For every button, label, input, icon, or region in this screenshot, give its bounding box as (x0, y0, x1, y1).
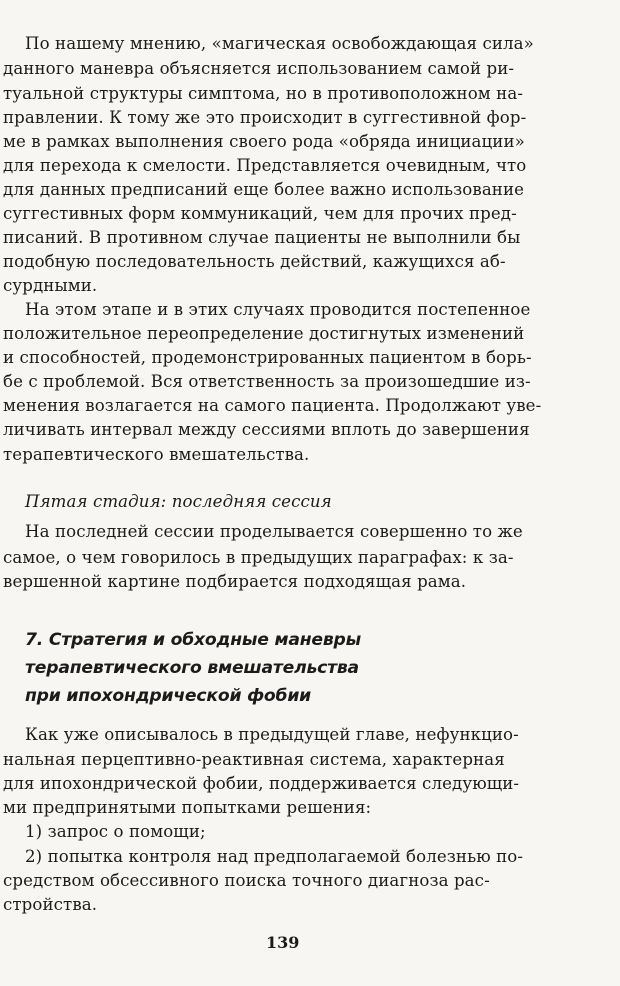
page-number: 139 (266, 933, 300, 952)
paragraph-2-line-5: менения возлагается на самого пациента. Продолжают уве- (3, 396, 542, 415)
paragraph-4-line-4: ми предпринятыми попытками решения: (3, 798, 372, 817)
paragraph-1-line-2: данного маневра объясняется использованием самой ри- (3, 59, 515, 78)
paragraph-3-line-1: На последней сессии проделывается совершенно то же (25, 522, 523, 541)
paragraph-1-line-1: По нашему мнению, «магическая освобождающая сила» (25, 34, 534, 53)
paragraph-2-line-4: бе с проблемой. Вся ответственность за произошедшие из- (3, 372, 531, 391)
paragraph-1-line-5: ме в рамках выполнения своего рода «обряда инициации» (3, 132, 525, 151)
paragraph-1-line-3: туальной структуры симптома, но в противоположном на- (3, 84, 524, 103)
paragraph-1-line-8: суггестивных форм коммуникаций, чем для прочих пред- (3, 204, 517, 223)
paragraph-4-line-1: Как уже описывалось в предыдущей главе, нефункцио- (25, 725, 519, 744)
stage-subheading: Пятая стадия: последняя сессия (25, 492, 332, 511)
paragraph-2-line-2: положительное переопределение достигнутых изменений (3, 324, 525, 343)
paragraph-1-line-9: писаний. В противном случае пациенты не выполнили бы (3, 228, 521, 247)
list-item-1: 1) запрос о помощи; (25, 822, 206, 841)
section-heading-line-1: 7. Стратегия и обходные маневры (25, 630, 361, 650)
list-item-2-line-1: 2) попытка контроля над предполагаемой болезнью по- (25, 847, 524, 866)
list-item-2-line-2: средством обсессивного поиска точного диагноза рас- (3, 871, 490, 890)
paragraph-1-line-10: подобную последовательность действий, кажущихся аб- (3, 252, 506, 271)
paragraph-2-line-7: терапевтического вмешательства. (3, 445, 310, 464)
paragraph-2-line-1: На этом этапе и в этих случаях проводится постепенное (25, 300, 531, 319)
paragraph-2-line-3: и способностей, продемонстрированных пациентом в борь- (3, 348, 532, 367)
section-heading-line-2: терапевтического вмешательства (25, 658, 359, 678)
paragraph-1-line-11: сурдными. (3, 276, 98, 295)
paragraph-1-line-6: для перехода к смелости. Представляется очевидным, что (3, 156, 527, 175)
paragraph-3-line-3: вершенной картине подбирается подходящая рама. (3, 572, 467, 591)
paragraph-4-line-3: для ипохондрической фобии, поддерживается следующи- (3, 774, 520, 793)
paragraph-1-line-7: для данных предписаний еще более важно использование (3, 180, 525, 199)
list-item-2-line-3: стройства. (3, 895, 98, 914)
paragraph-3-line-2: самое, о чем говорилось в предыдущих параграфах: к за- (3, 548, 514, 567)
section-heading-line-3: при ипохондрической фобии (25, 686, 312, 706)
paragraph-1-line-4: правлении. К тому же это происходит в суггестивной фор- (3, 108, 527, 127)
paragraph-2-line-6: личивать интервал между сессиями вплоть до завершения (3, 420, 530, 439)
paragraph-4-line-2: нальная перцептивно-реактивная система, характерная (3, 750, 505, 769)
